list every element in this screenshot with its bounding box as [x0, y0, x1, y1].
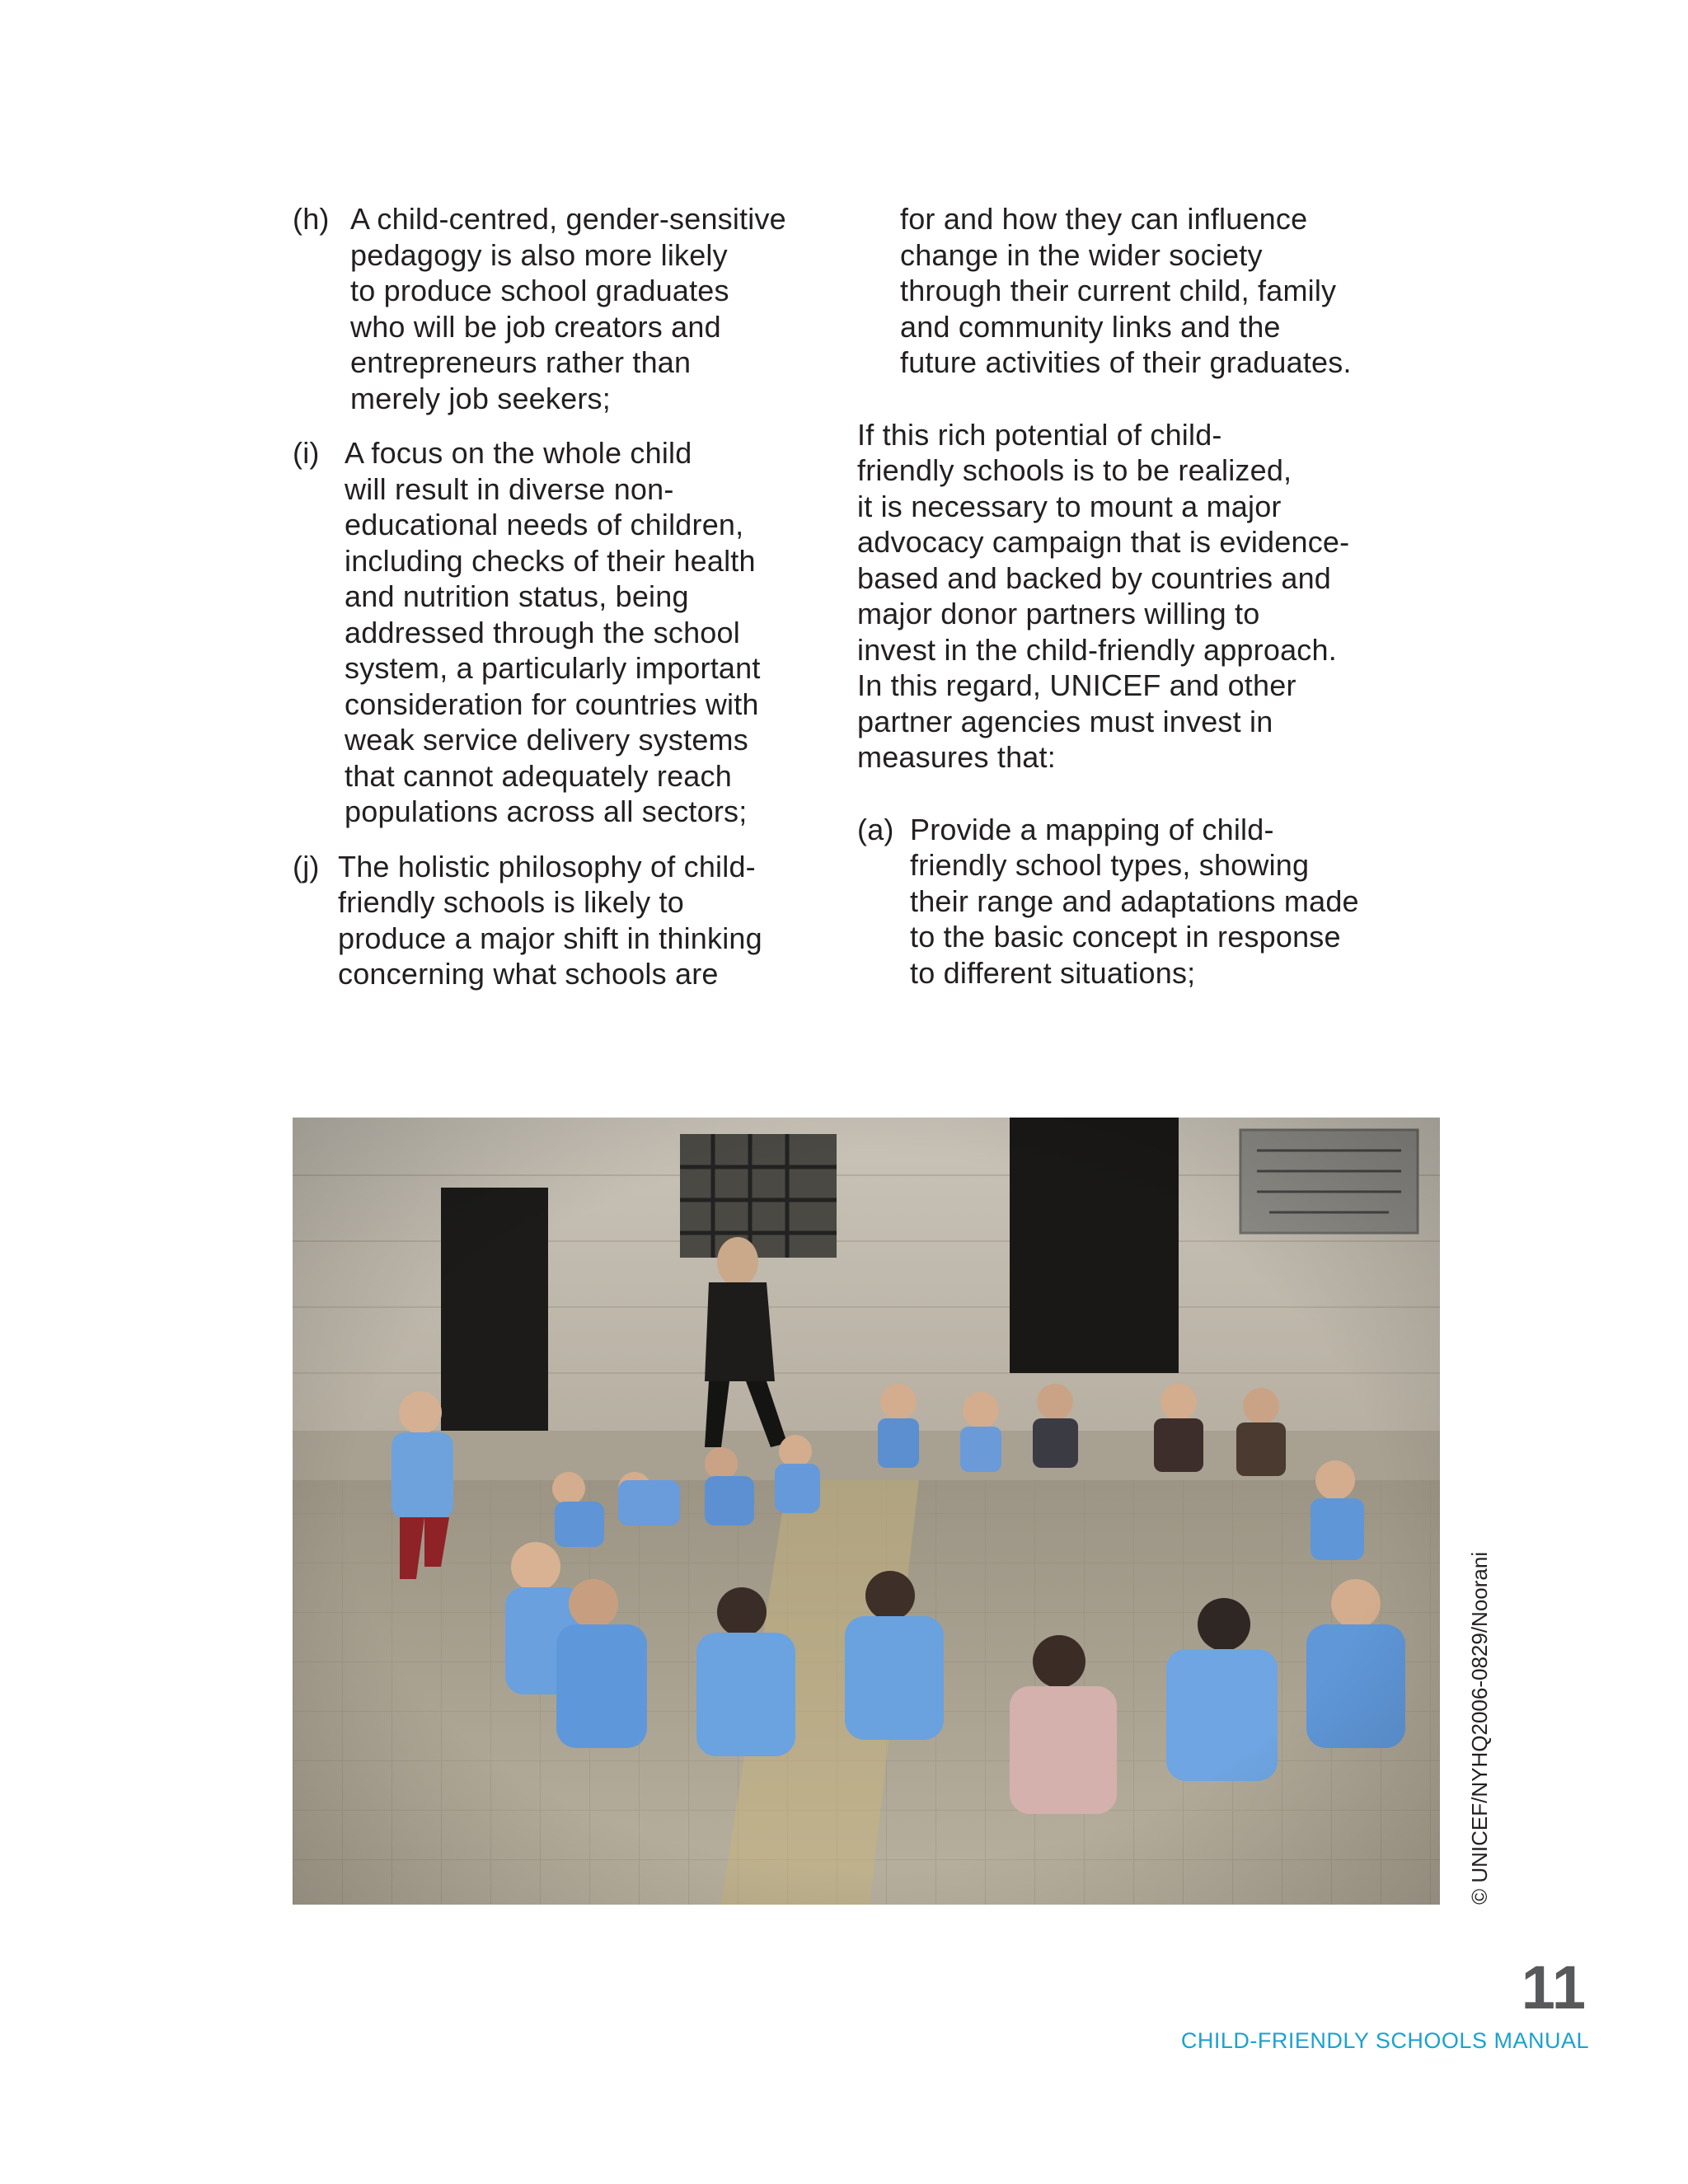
- text-line: A focus on the whole child: [345, 436, 692, 470]
- text-line: it is necessary to mount a major: [857, 489, 1282, 523]
- list-item-a: [857, 812, 1418, 991]
- body-paragraph: [857, 417, 1418, 776]
- text-line: consideration for countries with: [345, 687, 759, 721]
- text-line: future activities of their graduates.: [900, 345, 1352, 379]
- right-column: [857, 201, 1418, 991]
- text-line: and community links and the: [900, 309, 1281, 344]
- text-line: addressed through the school: [345, 615, 740, 649]
- text-line: pedagogy is also more likely: [350, 237, 728, 272]
- text-line: weak service delivery systems: [345, 723, 748, 757]
- continued-text: [900, 201, 1418, 381]
- text-line: and nutrition status, being: [345, 579, 689, 613]
- text-line: who will be job creators and: [350, 309, 721, 344]
- text-line: to the basic concept in response: [910, 920, 1341, 954]
- list-marker: (h): [293, 202, 330, 236]
- text-line: In this regard, UNICEF and other: [857, 668, 1296, 702]
- text-line: their range and adaptations made: [910, 883, 1359, 918]
- text-line: including checks of their health: [345, 543, 756, 578]
- text-line: that cannot adequately reach: [345, 758, 732, 793]
- list-item-text: [338, 849, 837, 992]
- text-line: to produce school graduates: [350, 274, 729, 307]
- list-marker: (a): [857, 812, 894, 846]
- text-line: advocacy campaign that is evidence-: [857, 525, 1350, 559]
- text-line: Provide a mapping of child-: [910, 812, 1274, 846]
- list-item-text: [345, 435, 837, 830]
- photo-credit: © UNICEF/NYHQ2006-0829/Noorani: [1467, 1551, 1492, 1905]
- list-item-h: [293, 201, 837, 416]
- text-line: friendly schools is to be realized,: [857, 453, 1292, 487]
- text-line: invest in the child-friendly approach.: [857, 632, 1337, 667]
- text-line: If this rich potential of child-: [857, 417, 1222, 452]
- list-item-text: [350, 201, 837, 416]
- text-line: for and how they can influence: [900, 202, 1308, 236]
- text-line: The holistic philosophy of child-: [338, 849, 756, 883]
- text-line: partner agencies must invest in: [857, 704, 1273, 738]
- list-item-i: [293, 435, 837, 830]
- text-line: through their current child, family: [900, 274, 1337, 307]
- list-item-j: [293, 849, 837, 992]
- list-item-text: [910, 812, 1418, 991]
- photo-illustration: [293, 1118, 1440, 1905]
- text-line: to different situations;: [910, 955, 1196, 990]
- text-line: merely job seekers;: [350, 381, 611, 415]
- text-line: system, a particularly important: [345, 651, 761, 685]
- list-marker: (i): [293, 436, 320, 470]
- text-line: populations across all sectors;: [345, 794, 748, 828]
- text-line: entrepreneurs rather than: [350, 345, 692, 379]
- photo-children-playing: [293, 1118, 1440, 1905]
- text-line: educational needs of children,: [345, 508, 744, 541]
- left-column: [293, 201, 837, 992]
- text-line: measures that:: [857, 740, 1056, 774]
- text-line: will result in diverse non-: [345, 471, 674, 506]
- text-line: produce a major shift in thinking: [338, 921, 762, 955]
- manual-title: CHILD-FRIENDLY SCHOOLS MANUAL: [1180, 2028, 1589, 2053]
- text-line: change in the wider society: [900, 237, 1263, 272]
- text-line: based and backed by countries and: [857, 560, 1332, 595]
- page-number: 11: [1521, 1953, 1586, 2022]
- text-line: concerning what schools are: [338, 957, 719, 991]
- text-line: friendly school types, showing: [910, 848, 1310, 882]
- text-line: major donor partners willing to: [857, 597, 1260, 630]
- text-line: A child-centred, gender-sensitive: [350, 202, 786, 236]
- text-line: friendly schools is likely to: [338, 885, 684, 919]
- list-marker: (j): [293, 849, 320, 883]
